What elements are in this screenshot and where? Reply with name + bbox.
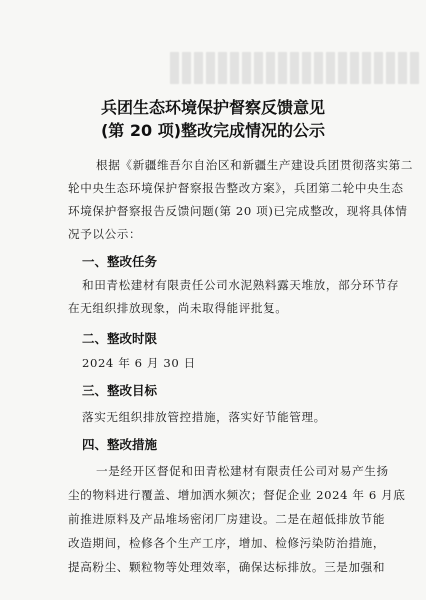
intro-line-4: 况予以公示： xyxy=(68,227,142,241)
section-2-line-1: 2024 年 6 月 30 日 xyxy=(82,356,196,370)
section-1-line-2: 在无组织排放现象，尚未取得能评批复。 xyxy=(68,301,288,315)
bleed-through-text xyxy=(170,52,420,84)
intro-line-3: 环境保护督察报告反馈问题(第 20 项)已完成整改，现将具体情 xyxy=(68,204,408,218)
section-4-line-2: 尘的物料进行覆盖、增加洒水频次；督促企业 2024 年 6 月底 xyxy=(68,488,406,502)
section-1-line-1: 和田青松建材有限责任公司水泥熟料露天堆放，部分环节存 xyxy=(82,278,400,292)
section-heading-4: 四、整改措施 xyxy=(82,437,158,452)
document-title-line-2: (第 20 项)整改完成情况的公示 xyxy=(100,121,326,140)
section-4-line-4: 改造期间，检修各个生产工序，增加、检修污染防治措施， xyxy=(68,536,386,550)
section-4-line-1: 一是经开区督促和田青松建材有限责任公司对易产生扬 xyxy=(96,464,389,478)
section-4-line-3: 前推进原料及产品堆场密闭厂房建设。二是在超低排放节能 xyxy=(68,512,386,526)
intro-line-1: 根据《新疆维吾尔自治区和新疆生产建设兵团贯彻落实第二 xyxy=(96,158,414,172)
document-title-line-1: 兵团生态环境保护督察反馈意见 xyxy=(100,98,325,117)
intro-line-2: 轮中央生态环境保护督察报告整改方案》，兵团第二轮中央生态 xyxy=(68,181,404,195)
section-3-line-1: 落实无组织排放管控措施，落实好节能管理。 xyxy=(82,410,326,424)
section-heading-3: 三、整改目标 xyxy=(82,383,158,398)
section-heading-1: 一、整改任务 xyxy=(82,254,158,269)
section-heading-2: 二、整改时限 xyxy=(82,331,158,346)
section-4-line-5: 提高粉尘、颗粒物等处理效率，确保达标排放。三是加强和 xyxy=(68,560,386,574)
